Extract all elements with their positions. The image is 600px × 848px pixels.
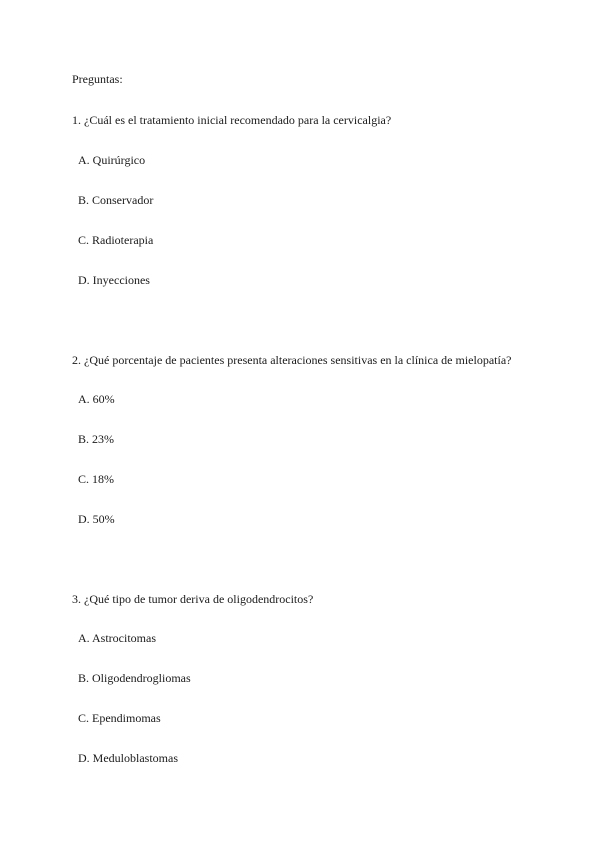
question-1-option-b: B. Conservador (78, 193, 154, 207)
question-1: 1. ¿Cuál es el tratamiento inicial recomendado para la cervicalgia? (72, 113, 392, 127)
question-2-option-a: A. 60% (78, 392, 115, 406)
question-3-option-b: B. Oligodendrogliomas (78, 671, 191, 685)
question-3: 3. ¿Qué tipo de tumor deriva de oligodendrocitos? (72, 592, 314, 606)
question-2: 2. ¿Qué porcentaje de pacientes presenta alteraciones sensitivas en la clínica de mielopatía? (72, 353, 512, 367)
question-1-option-d: D. Inyecciones (78, 273, 150, 287)
question-1-option-a: A. Quirúrgico (78, 153, 146, 167)
question-2-option-c: C. 18% (78, 472, 114, 486)
question-3-option-a: A. Astrocitomas (78, 631, 156, 645)
question-3-option-c: C. Ependimomas (78, 711, 161, 725)
question-3-option-d: D. Meduloblastomas (78, 751, 178, 765)
question-2-option-b: B. 23% (78, 432, 114, 446)
question-1-option-c: C. Radioterapia (78, 233, 154, 247)
page-heading: Preguntas: (72, 72, 123, 86)
question-2-option-d: D. 50% (78, 512, 115, 526)
